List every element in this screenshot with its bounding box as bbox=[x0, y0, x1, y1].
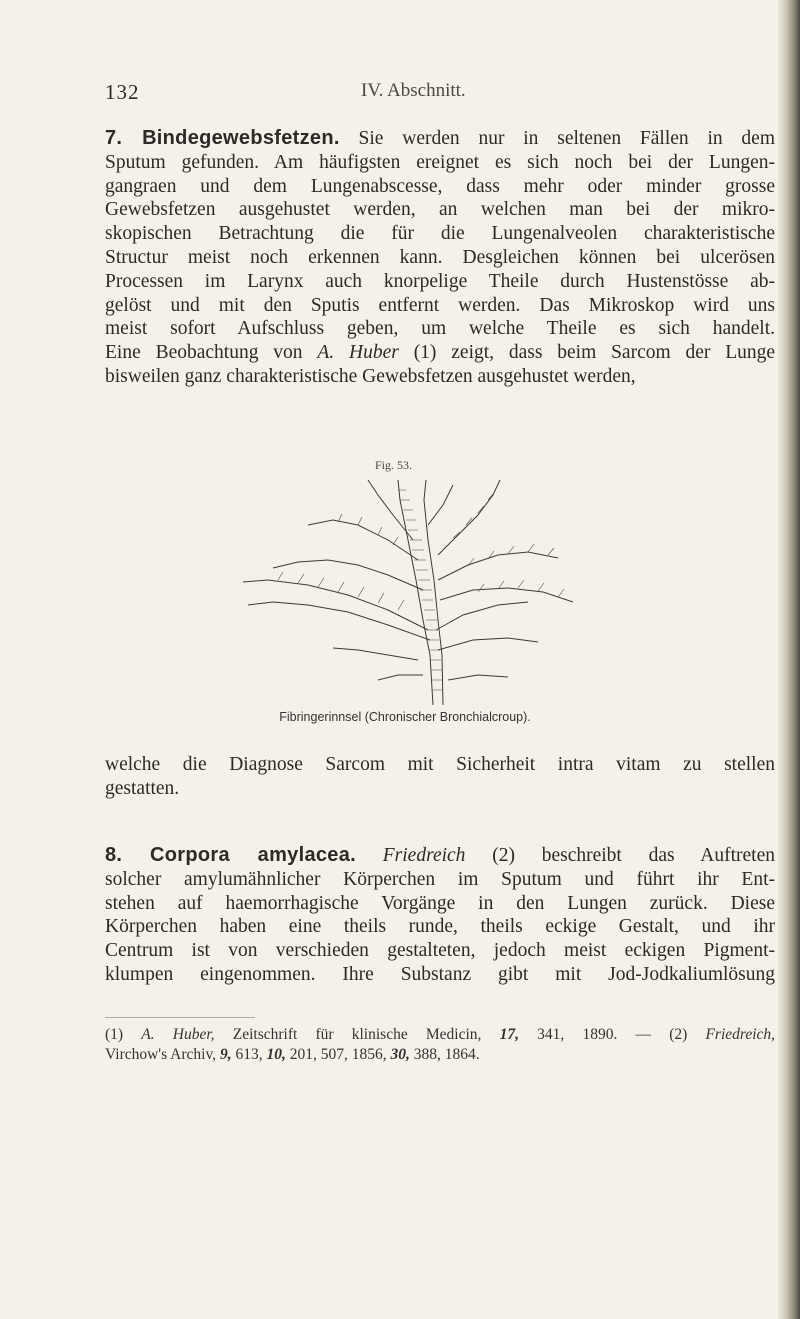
footnote-line: Virchow's Archiv, 9, 613, 10, 201, 507, 1856, 30, 388, 1864. bbox=[105, 1046, 480, 1063]
page-header bbox=[105, 80, 775, 110]
text-line: meist sofort Aufschluss geben, um welche Theile es sich handelt. bbox=[105, 318, 775, 340]
footnote-author: Friedreich, bbox=[705, 1026, 776, 1043]
text-line: gelöst und mit den Sputis entfernt werden. Das Mikroskop wird uns bbox=[105, 294, 775, 316]
text-line: Gewebsfetzen ausgehustet werden, an welchen man bei der mikro- bbox=[105, 199, 775, 221]
footnotes bbox=[105, 1025, 775, 1065]
text-line: Eine Beobachtung von A. Huber (1) zeigt, dass beim Sarcom der Lunge bbox=[105, 342, 776, 364]
footnote-author: A. Huber, bbox=[141, 1026, 215, 1043]
figure-caption: Fibringerinnsel (Chronischer Bronchialcroup). bbox=[279, 710, 531, 724]
text-line: gestatten. bbox=[105, 777, 180, 799]
page-number: 132 bbox=[105, 80, 140, 104]
continuation-paragraph bbox=[105, 753, 775, 801]
text-line: solcher amylumähnlicher Körperchen im Sputum und führt ihr Ent- bbox=[105, 868, 775, 890]
text-line: Structur meist noch erkennen kann. Desgleichen können bei ulcerösen bbox=[105, 246, 775, 268]
footnote-rule bbox=[105, 1017, 255, 1018]
figure-label: Fig. 53. bbox=[375, 458, 413, 472]
text-line: stehen auf haemorrhagische Vorgänge in den Lungen zurück. Diese bbox=[105, 892, 775, 914]
text-line: 8. Corpora amylacea. Friedreich (2) beschreibt das Auftreten bbox=[105, 844, 775, 866]
text-line: bisweilen ganz charakteristische Gewebsfetzen ausgehustet werden, bbox=[105, 365, 636, 387]
text-line: Processen im Larynx auch knorpelige Theile durch Hustenstösse ab- bbox=[105, 270, 775, 292]
section-8-heading: 8. Corpora amylacea. bbox=[105, 844, 356, 866]
text-line: Centrum ist von verschieden gestalteten, jedoch meist eckigen Pigment- bbox=[105, 940, 775, 962]
text-line: gangraen und dem Lungenabscesse, dass mehr oder minder grosse bbox=[105, 175, 775, 197]
text-line: welche die Diagnose Sarcom mit Sicherheit intra vitam zu stellen bbox=[105, 754, 775, 775]
section-7-heading: 7. Bindegewebsfetzen. bbox=[105, 127, 340, 149]
section-7-paragraph bbox=[105, 127, 775, 389]
figure-illustration bbox=[238, 480, 578, 705]
running-head: IV. Abschnitt. bbox=[361, 80, 466, 101]
text-line: Sputum gefunden. Am häufigsten ereignet es sich noch bei der Lungen- bbox=[105, 151, 775, 173]
text-line: Körperchen haben eine theils runde, theils eckige Gestalt, und ihr bbox=[105, 916, 775, 938]
author-name: A. Huber bbox=[317, 342, 399, 364]
page-edge-shadow bbox=[778, 0, 800, 1319]
text-line: 7. Bindegewebsfetzen. Sie werden nur in seltenen Fällen in dem bbox=[105, 127, 776, 149]
footnote-line: (1) A. Huber, Zeitschrift für klinische Medicin, 17, 341, 1890. — (2) Friedreich, bbox=[105, 1026, 776, 1043]
text-line: klumpen eingenommen. Ihre Substanz gibt mit Jod-Jodkaliumlösung bbox=[105, 963, 775, 985]
author-name: Friedreich bbox=[382, 845, 466, 866]
text-line: skopischen Betrachtung die für die Lungenalveolen charakteristische bbox=[105, 223, 775, 245]
section-8-paragraph bbox=[105, 844, 775, 987]
